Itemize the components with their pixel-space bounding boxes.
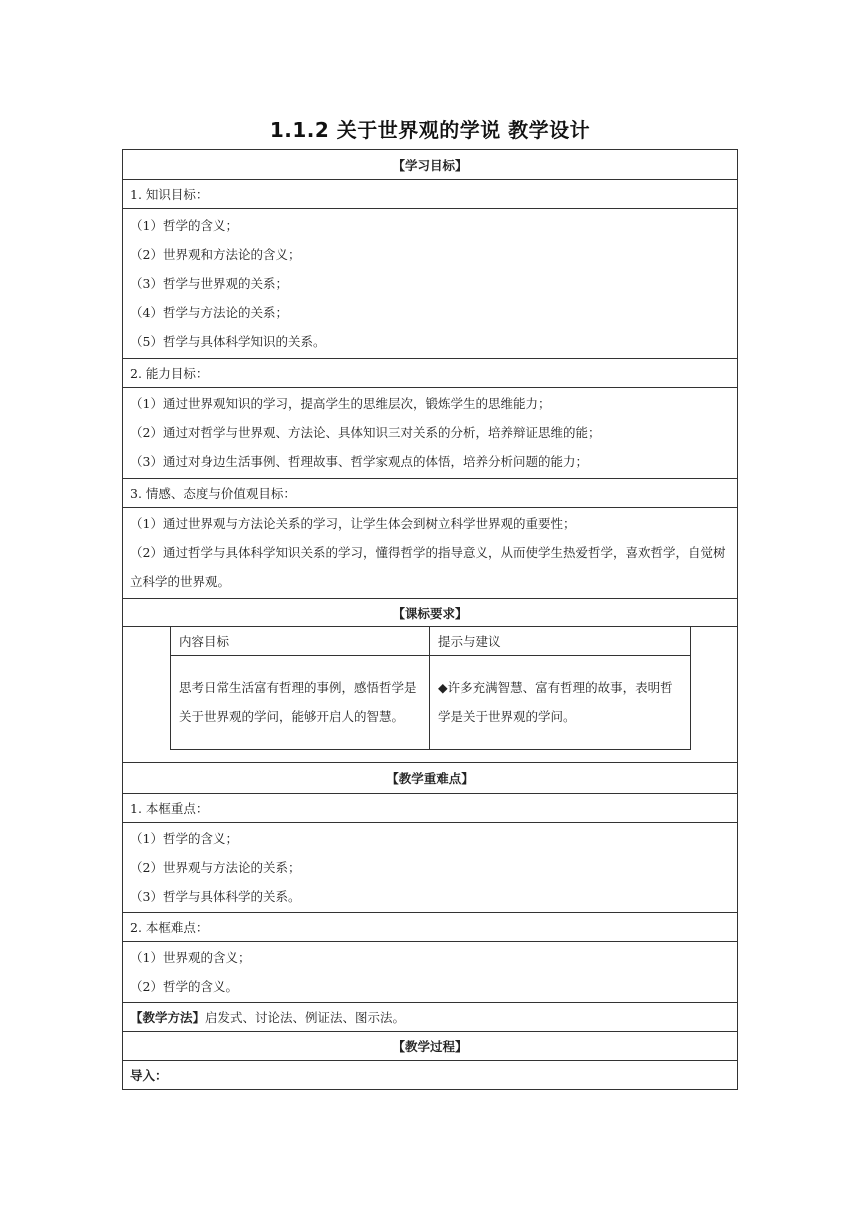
section-header-process: 【教学过程】 bbox=[123, 1031, 737, 1060]
list-item: （2）通过哲学与具体科学知识关系的学习，懂得哲学的指导意义，从而使学生热爱哲学，喜欢哲学，自觉树立科学的世界观。 bbox=[130, 545, 726, 589]
section-header-keypoints: 【教学重难点】 bbox=[123, 762, 737, 793]
content-goal-header: 内容目标 bbox=[171, 627, 430, 656]
table-row bbox=[171, 656, 690, 749]
difficulty-label: 2. 本框难点： bbox=[123, 912, 737, 941]
emotion-objectives-label: 3. 情感、态度与价值观目标： bbox=[123, 478, 737, 507]
list-item: （2）通过对哲学与世界观、方法论、具体知识三对关系的分析，培养辩证思维的能； bbox=[130, 425, 601, 440]
focus-list bbox=[123, 822, 737, 912]
hints-header: 提示与建议 bbox=[430, 627, 690, 656]
teaching-method-row bbox=[123, 1002, 737, 1031]
content-goal-cell: 思考日常生活富有哲理的事例，感悟哲学是关于世界观的学问，能够开启人的智慧。 bbox=[171, 656, 430, 749]
section-header-curriculum: 【课标要求】 bbox=[123, 598, 737, 626]
knowledge-objectives-list bbox=[123, 208, 737, 358]
teaching-method-label: 【教学方法】 bbox=[130, 1009, 206, 1025]
teaching-method-text: 启发式、讨论法、例证法、图示法。 bbox=[205, 1009, 406, 1025]
list-item: （1）哲学的含义； bbox=[130, 218, 238, 233]
table-header-row bbox=[171, 627, 690, 656]
list-item: （1）哲学的含义； bbox=[130, 831, 238, 846]
list-item: （4）哲学与方法论的关系； bbox=[130, 305, 288, 320]
list-item: （1）世界观的含义； bbox=[130, 950, 251, 965]
list-item: （2）哲学的含义。 bbox=[130, 979, 238, 994]
ability-objectives-list bbox=[123, 387, 737, 478]
section-header-objectives: 【学习目标】 bbox=[392, 157, 468, 173]
knowledge-objectives-label: 1. 知识目标： bbox=[123, 179, 737, 208]
list-item: （1）通过世界观与方法论关系的学习，让学生体会到树立科学世界观的重要性； bbox=[130, 516, 576, 531]
list-item: （3）哲学与世界观的关系； bbox=[130, 276, 288, 291]
document-title: 1.1.2 关于世界观的学说 教学设计 bbox=[269, 118, 591, 142]
focus-label: 1. 本框重点： bbox=[123, 793, 737, 822]
list-item: （3）哲学与具体科学的关系。 bbox=[130, 889, 301, 904]
curriculum-requirements bbox=[123, 626, 737, 762]
difficulty-list bbox=[123, 941, 737, 1002]
hints-cell: ◆许多充满智慧、富有哲理的故事，表明哲学是关于世界观的学问。 bbox=[438, 680, 673, 724]
emotion-objectives-list bbox=[123, 507, 737, 598]
list-item: （2）世界观与方法论的关系； bbox=[130, 860, 301, 875]
lesson-plan-table bbox=[122, 149, 738, 1090]
list-item: （5）哲学与具体科学知识的关系。 bbox=[130, 334, 326, 349]
ability-objectives-label: 2. 能力目标： bbox=[123, 358, 737, 387]
curriculum-table bbox=[170, 627, 691, 750]
list-item: （3）通过对身边生活事例、哲理故事、哲学家观点的体悟，培养分析问题的能力； bbox=[130, 454, 588, 469]
list-item: （2）世界观和方法论的含义； bbox=[130, 247, 301, 262]
intro-label: 导入： bbox=[123, 1060, 737, 1089]
list-item: （1）通过世界观知识的学习，提高学生的思维层次，锻炼学生的思维能力； bbox=[130, 396, 551, 411]
